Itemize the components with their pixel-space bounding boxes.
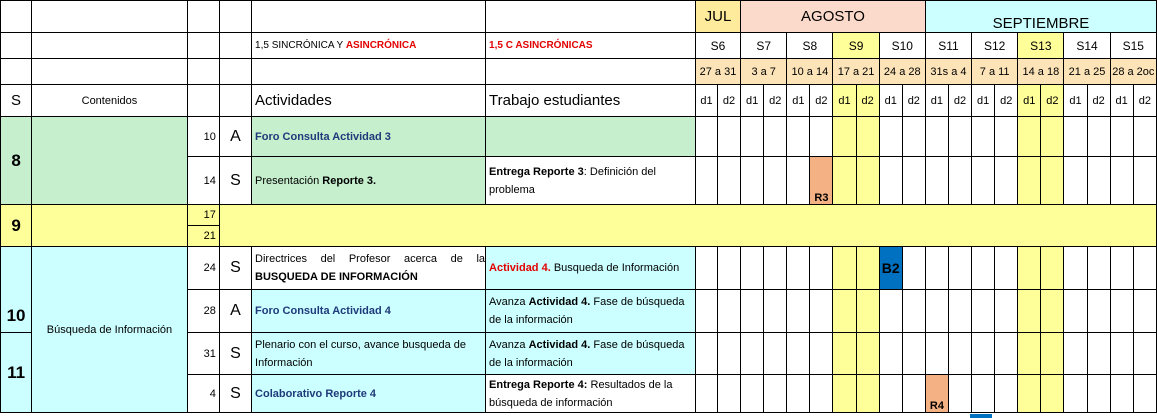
day-label[interactable]: d1 — [1110, 85, 1133, 117]
date-number[interactable]: 24 — [187, 247, 219, 290]
day-label[interactable]: d2 — [1133, 85, 1156, 117]
activity-type[interactable]: S — [219, 157, 251, 205]
day-label[interactable]: d1 — [833, 85, 856, 117]
activity-type[interactable]: A — [219, 117, 251, 157]
student-work-cell[interactable]: Avanza Actividad 4. Fase de búsqueda de la información — [486, 333, 696, 375]
activity-cell[interactable]: Directrices del Profesor acerca de la BUSQUEDA DE INFORMACIÓN — [252, 247, 486, 290]
header-row — [1, 85, 1157, 117]
date-number[interactable]: 4 — [187, 375, 219, 413]
range-s8[interactable]: 10 a 14 — [787, 59, 833, 85]
activity-cell[interactable]: Plenario con el curso, avance busqueda de Información — [252, 333, 486, 375]
date-number[interactable]: 31 — [187, 333, 219, 375]
header-activities[interactable]: Actividades — [252, 85, 486, 117]
student-work-cell[interactable]: Avanza Actividad 4. Fase de búsqueda de la información — [486, 290, 696, 333]
range-s10[interactable]: 24 a 28 — [879, 59, 925, 85]
day-label[interactable]: d2 — [764, 85, 787, 117]
marker-r4[interactable]: R4 — [925, 375, 948, 413]
holiday-band[interactable] — [219, 205, 1156, 247]
week-row — [1, 33, 1157, 59]
week-s12[interactable]: S12 — [972, 33, 1018, 59]
week-s15[interactable]: S15 — [1110, 33, 1156, 59]
mode-note-b[interactable]: 1,5 C ASINCRÓNICAS — [486, 33, 696, 59]
range-s6[interactable]: 27 a 31 — [695, 59, 740, 85]
table-row — [1, 247, 1157, 290]
range-s7[interactable]: 3 a 7 — [741, 59, 787, 85]
week-s7[interactable]: S7 — [741, 33, 787, 59]
day-label[interactable]: d2 — [856, 85, 879, 117]
day-label[interactable]: d2 — [718, 85, 741, 117]
activity-type[interactable]: S — [219, 375, 251, 413]
range-s15[interactable]: 28 a 2oc — [1110, 59, 1156, 85]
date-number[interactable]: 28 — [187, 290, 219, 333]
header-contents[interactable]: Contenidos — [32, 85, 188, 117]
week-s9[interactable]: S9 — [833, 33, 879, 59]
range-s12[interactable]: 7 a 11 — [972, 59, 1018, 85]
month-august[interactable]: AGOSTO — [741, 1, 926, 33]
next-row-blue-cell — [970, 414, 992, 418]
month-row — [1, 1, 1157, 33]
month-september[interactable]: SEPTIEMBRE — [925, 1, 1156, 33]
activity-type[interactable]: S — [219, 247, 251, 290]
week-s10[interactable]: S10 — [879, 33, 925, 59]
date-number[interactable]: 17 — [187, 205, 219, 226]
activity-cell[interactable]: Foro Consulta Actividad 3 — [252, 117, 486, 157]
week-s11[interactable]: S11 — [925, 33, 971, 59]
activity-cell[interactable]: Foro Consulta Actividad 4 — [252, 290, 486, 333]
day-label[interactable]: d1 — [972, 85, 995, 117]
week-s6[interactable]: S6 — [695, 33, 740, 59]
marker-b2[interactable]: B2 — [879, 247, 902, 290]
date-range-row — [1, 59, 1157, 85]
day-label[interactable]: d1 — [879, 85, 902, 117]
student-work-cell[interactable] — [486, 117, 696, 157]
student-work-cell[interactable]: Entrega Reporte 3: Definición del problema — [486, 157, 696, 205]
table-row — [1, 205, 1157, 226]
mode-note-a[interactable]: 1,5 SINCRÓNICA Y ASINCRÓNICA — [252, 33, 486, 59]
day-label[interactable]: d2 — [902, 85, 925, 117]
header-s[interactable]: S — [1, 85, 32, 117]
activity-cell[interactable]: Presentación Reporte 3. — [252, 157, 486, 205]
day-label[interactable]: d2 — [995, 85, 1018, 117]
week-s8[interactable]: S8 — [787, 33, 833, 59]
day-label[interactable]: d1 — [1064, 85, 1087, 117]
content-cell[interactable] — [32, 205, 188, 247]
day-label[interactable]: d1 — [925, 85, 948, 117]
activity-cell[interactable]: Colaborativo Reporte 4 — [252, 375, 486, 413]
range-s11[interactable]: 31s a 4 — [925, 59, 971, 85]
session-number[interactable]: 10 — [1, 247, 32, 333]
day-label[interactable]: d1 — [1018, 85, 1041, 117]
range-s9[interactable]: 17 a 21 — [833, 59, 879, 85]
month-jul[interactable]: JUL — [695, 1, 740, 33]
day-label[interactable]: d2 — [1041, 85, 1064, 117]
range-s13[interactable]: 14 a 18 — [1018, 59, 1064, 85]
day-label[interactable]: d1 — [741, 85, 764, 117]
session-number[interactable]: 11 — [1, 333, 32, 413]
week-s13[interactable]: S13 — [1018, 33, 1064, 59]
date-number[interactable]: 21 — [187, 226, 219, 247]
day-label[interactable]: d2 — [1087, 85, 1110, 117]
content-cell[interactable]: Búsqueda de Información — [32, 247, 188, 413]
date-number[interactable]: 14 — [187, 157, 219, 205]
day-label[interactable]: d1 — [695, 85, 717, 117]
day-label[interactable]: d1 — [787, 85, 810, 117]
header-student-work[interactable]: Trabajo estudiantes — [486, 85, 696, 117]
session-number[interactable]: 9 — [1, 205, 32, 247]
range-s14[interactable]: 21 a 25 — [1064, 59, 1110, 85]
week-s14[interactable]: S14 — [1064, 33, 1110, 59]
student-work-cell[interactable]: Entrega Reporte 4: Resultados de la búsqueda de información — [486, 375, 696, 413]
date-number[interactable]: 10 — [187, 117, 219, 157]
marker-r3[interactable]: R3 — [810, 157, 833, 205]
day-label[interactable]: d2 — [810, 85, 833, 117]
day-label[interactable]: d2 — [948, 85, 971, 117]
student-work-cell[interactable]: Actividad 4. Busqueda de Información — [486, 247, 696, 290]
table-row — [1, 117, 1157, 157]
activity-type[interactable]: A — [219, 290, 251, 333]
session-number[interactable]: 8 — [1, 117, 32, 205]
activity-type[interactable]: S — [219, 333, 251, 375]
content-cell[interactable] — [32, 117, 188, 205]
